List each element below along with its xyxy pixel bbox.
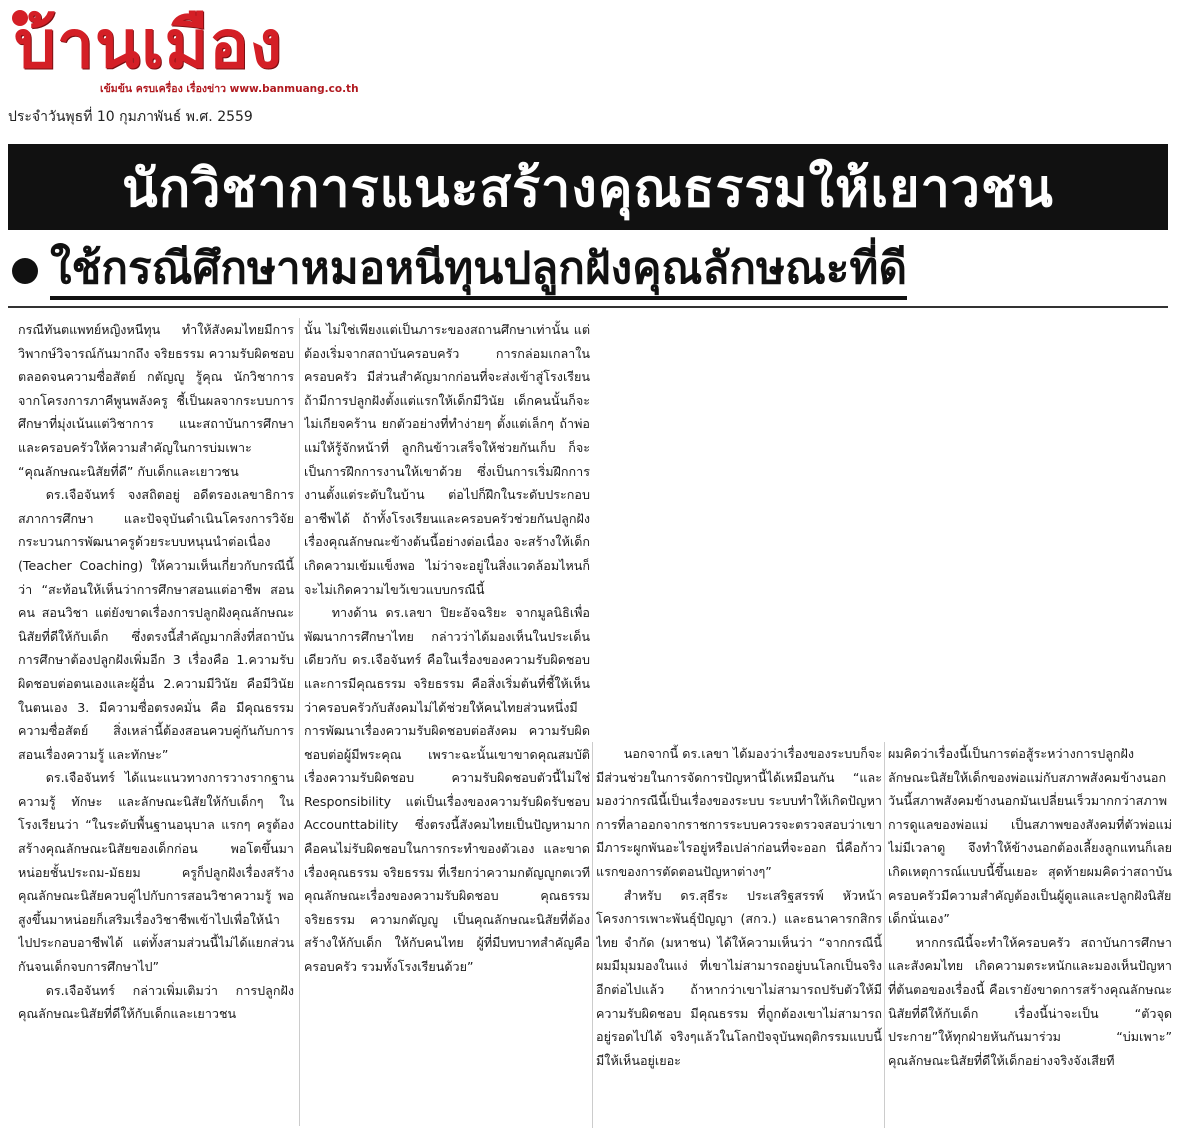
masthead-logo: [8, 6, 359, 98]
paragraph: สำหรับ ดร.สุธีระ ประเสริฐสรรพ์ หัวหน้าโครงการเพาะพันธุ์ปัญญา (สกว.) และธนาคารกสิกรไทย จำกัด (มหาชน) ได้ให้ความเห็นว่า “จากกรณีนี้ผมมีมุมมองในแง่ ที่เขาไม่สามารถอยู่บนโลกเป็นจริงอีกต่อไปแล้ว ถ้าหากว่าเขาไม่สามารถปรับตัวให้มีความรับผิดชอบ มีคุณธรรม ที่ถูกต้องเขาไม่สามารถอยู่รอดไปได้ จริงๆแล้วในโลกปัจจุบันพฤติกรรมแบบนี้มีให้เห็นอยู่เยอะ: [596, 887, 882, 1068]
paragraph: ผมคิดว่าเรื่องนี้เป็นการต่อสู้ระหว่างการปลูกฝังลักษณะนิสัยให้เด็กของพ่อแม่กับสภาพสังคมข้างนอก วันนี้สภาพสังคมข้างนอกมันเปลี่ยนเร็วมากกว่าสภาพการดูแลของพ่อแม่ เป็นสภาพของสังคมที่ตัวพ่อแม่ไม่มีเวลาดู จึงทำให้ข้างนอกต้องเลี้ยงลูกแทนก็เลยเกิดเหตุการณ์แบบนี้ขึ้นเยอะ สุดท้ายผมคิดว่าสถาบันครอบครัวมีความสำคัญต้องเป็นผู้ดูแลและปลูกฝังนิสัยเด็กนั่นเอง”: [888, 746, 1172, 927]
paragraph: นั้น ไม่ใช่เพียงแต่เป็นภาระของสถานศึกษาเท่านั้น แต่ต้องเริ่มจากสถาบันครอบครัว การกล่อมเกลาในครอบครัว มีส่วนสำคัญมากก่อนที่จะส่งเข้าสู่โรงเรียน ถ้ามีการปลูกฝังตั้งแต่แรกให้เด็กมีวินัย เด็กคนนั้นก็จะไม่เกียจคร้าน ยกตัวอย่างที่ทำง่ายๆ ตั้งแต่เล็กๆ ถ้าพ่อแม่ให้รู้จักหน้าที่ ลูกกินข้าวเสร็จให้ช่วยกันเก็บ ก็จะเป็นการฝึกการงานให้เขาด้วย ซึ่งเป็นการเริ่มฝึกการงานตั้งแต่ระดับในบ้าน ต่อไปก็ฝึกในระดับประกอบอาชีพได้ ถ้าทั้งโรงเรียนและครอบครัวช่วยกันปลูกฝังเรื่องคุณลักษณะข้างต้นนี้อย่างต่อเนื่อง จะสร้างให้เด็กเกิดความเข้มแข็งพอ ไม่ว่าจะอยู่ในสิ่งแวดล้อมไหนก็จะไม่เกิดความไขว้เขวแบบกรณีนี้: [304, 322, 590, 597]
masthead-tagline: เข้มข้น ครบเครื่อง เรื่องข่าว www.banmuang.co.th: [100, 83, 359, 95]
subhead: [12, 236, 1172, 306]
masthead-brand: บ้านเมือง: [14, 6, 284, 83]
paragraph: นอกจากนี้ ดร.เลขา ได้มองว่าเรื่องของระบบก็จะมีส่วนช่วยในการจัดการปัญหานี้ได้เหมือนกัน “และมองว่ากรณีนี้เป็นเรื่องของระบบ ระบบทำให้เกิดปัญหา การที่ลาออกจากราชการระบบควรจะตรวจสอบว่าเขามีภาระผูกพันอะไรอยู่หรือเปล่าก่อนที่จะออก นี่คือก้าวแรกของการตัดตอนปัญหาต่างๆ”: [596, 746, 882, 879]
paragraph: ดร.เจือจันทร์ จงสถิตอยู่ อดีตรองเลขาธิการสภาการศึกษา และปัจจุบันดำเนินโครงการวิจัยกระบวนการพัฒนาครูด้วยระบบหนุนนำต่อเนื่อง (Teacher Coaching) ให้ความเห็นเกี่ยวกับกรณีนี้ว่า “สะท้อนให้เห็นว่าการศึกษาสอนแต่อาชีพ สอนคน สอนวิชา แต่ยังขาดเรื่องการปลูกฝังคุณลักษณะนิสัยที่ดีให้กับเด็ก ซึ่งตรงนี้สำคัญมากสิ่งที่สถาบันการศึกษาต้องปลูกฝังเพิ่มอีก 3 เรื่องคือ 1.ความรับผิดชอบต่อตนเองและผู้อื่น 2.ความมีวินัย คือมีวินัยในตนเอง 3. มีความซื่อตรงคมั่น คือ มีคุณธรรม ความซื่อสัตย์ สิ่งเหล่านี้ต้องสอนควบคู่กันกับการสอนเรื่องความรู้ และทักษะ”: [18, 487, 294, 762]
divider: [8, 306, 1168, 308]
blank-area: [596, 318, 1176, 734]
paragraph: ดร.เจือจันทร์ ได้แนะแนวทางการวางรากฐานความรู้ ทักษะ และลักษณะนิสัยให้กับเด็กๆ ในโรงเรียนว่า “ในระดับพื้นฐานอนุบาล แรกๆ ครูต้องสร้างคุณลักษณะนิสัยของเด็กก่อน พอโตขึ้นมาหน่อยชั้นประถม-มัธยม ครูก็ปลูกฝังเรื่องสร้างคุณลักษณะนิสัยควบคู่ไปกับการสอนวิชาความรู้ พอสูงขึ้นมาหน่อยก็เสริมเรื่องวิชาชีพเข้าไปเพื่อให้นำไปประกอบอาชีพได้ แต่ทั้งสามส่วนนี้ไม่ได้แยกส่วนกันจนเด็กจบการศึกษาไป”: [18, 770, 294, 975]
column-divider: [884, 742, 885, 1128]
column-divider: [592, 742, 593, 1128]
paragraph: ดร.เจือจันทร์ กล่าวเพิ่มเติมว่า การปลูกฝังคุณลักษณะนิสัยที่ดีให้กับเด็กและเยาวชน: [18, 982, 294, 1022]
paragraph: ทางด้าน ดร.เลขา ปิยะอัจฉริยะ จากมูลนิธิเพื่อพัฒนาการศึกษาไทย กล่าวว่าได้มองเห็นในประเด็นเดียวกับ ดร.เจือจันทร์ คือในเรื่องของความรับผิดชอบและการมีคุณธรรม จริยธรรม คือสิ่งเริ่มต้นที่ชี้ให้เห็นว่าครอบครัวกับสังคมไม่ได้ช่วยให้คนไทยส่วนหนึ่งมีการพัฒนาเรื่องความรับผิดชอบต่อสังคม ความรับผิดชอบต่อผู้มีพระคุณ เพราะฉะนั้นเขาขาดคุณสมบัติเรื่องความรับผิดชอบ ความรับผิดชอบตัวนี้ไม่ใช่ Responsibility แต่เป็นเรื่องของความรับผิดรับชอบ Accounttability ซึ่งตรงนี้สังคมไทยเป็นปัญหามาก คือคนไม่รับผิดชอบในการกระทำของตัวเอง และขาดเรื่องคุณธรรม จริยธรรม ที่เรียกว่าความกตัญญูกตเวทีคุณลักษณะเรื่องของความรับผิดชอบ คุณธรรม จริยธรรม ความกตัญญู เป็นคุณลักษณะนิสัยที่ต้องสร้างให้กับเด็ก ให้กับคนไทย ผู้ที่มีบทบาทสำคัญคือครอบครัว รวมทั้งโรงเรียนด้วย”: [304, 605, 590, 975]
article-column-3: [596, 742, 882, 1126]
article-column-2: [304, 318, 590, 1126]
headline: นักวิชาการแนะสร้างคุณธรรมให้เยาวชน: [8, 144, 1168, 230]
article-column-4: [888, 742, 1172, 1126]
subhead-text: ใช้กรณีศึกษาหมอหนีทุนปลูกฝังคุณลักษณะที่ดี: [50, 242, 907, 300]
bullet-icon: [12, 258, 38, 284]
dateline: ประจำวันพุธที่ 10 กุมภาพันธ์ พ.ศ. 2559: [8, 109, 253, 125]
article-column-1: [18, 318, 294, 1126]
paragraph: หากกรณีนี้จะทำให้ครอบครัว สถาบันการศึกษา และสังคมไทย เกิดความตระหนักและมองเห็นปัญหาที่ต้นตอของเรื่องนี้ คือเรายังขาดการสร้างคุณลักษณะนิสัยที่ดีให้กับเด็ก เรื่องนี้น่าจะเป็น “ตัวจุดประกาย”ให้ทุกฝ่ายหันกันมาร่วม “บ่มเพาะ” คุณลักษณะนิสัยที่ดีให้เด็กอย่างจริงจังเสียที: [888, 934, 1172, 1068]
column-divider: [299, 318, 300, 1126]
paragraph: กรณีทันตแพทย์หญิงหนีทุน ทำให้สังคมไทยมีการวิพากษ์วิจารณ์กันมากถึง จริยธรรม ความรับผิดชอบ ตลอดจนความซื่อสัตย์ กตัญญู รู้คุณ นักวิชาการจากโครงการภาคีพูนพลังครู ชี้เป็นผลจากระบบการศึกษาที่มุ่งเน้นแต่วิชาการ แนะสถาบันการศึกษาและครอบครัวให้ความสำคัญในการบ่มเพาะ “คุณลักษณะนิสัยที่ดี” กับเด็กและเยาวชน: [18, 322, 294, 479]
